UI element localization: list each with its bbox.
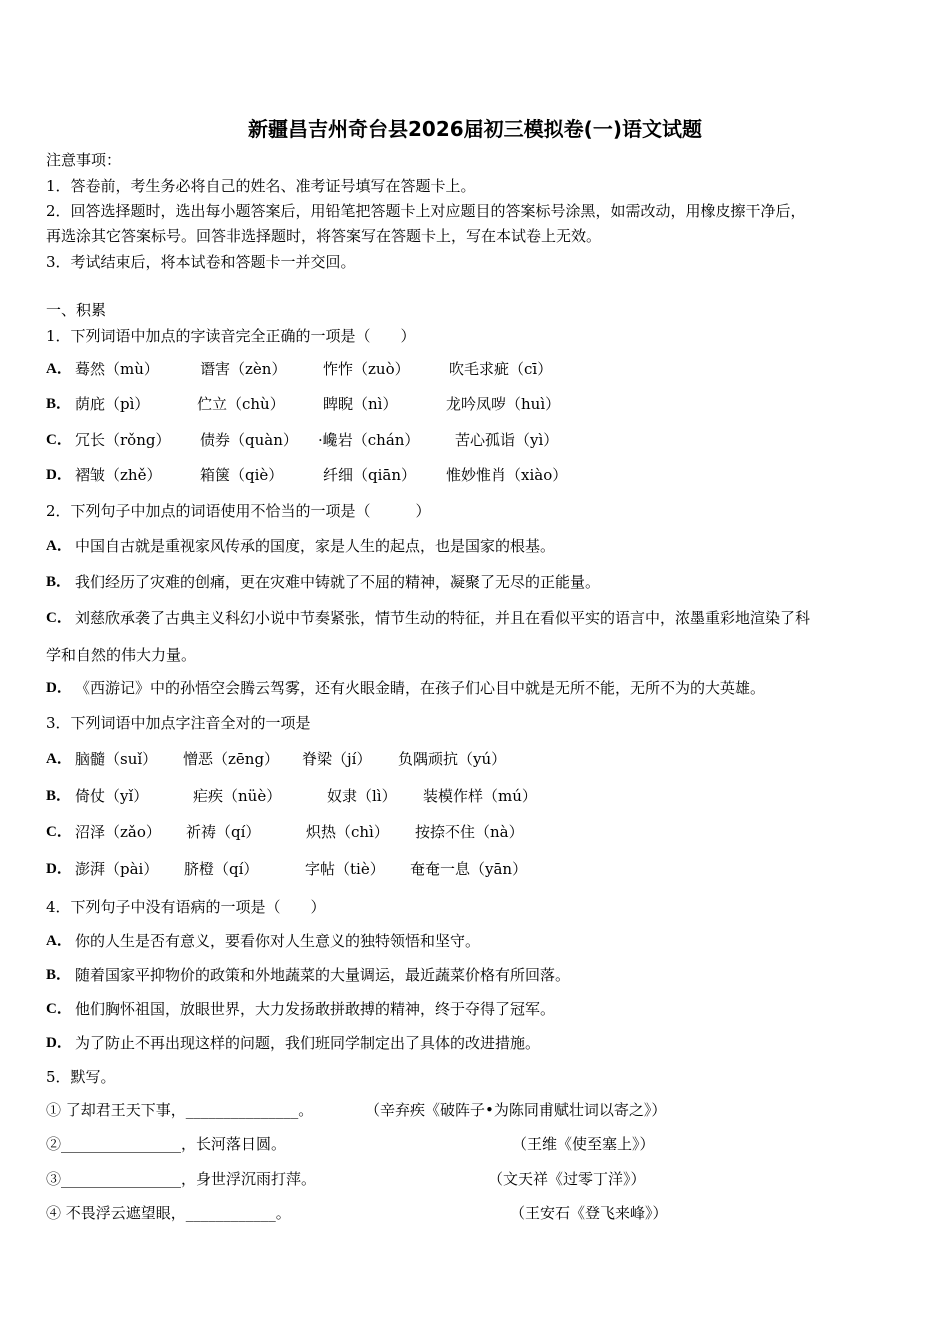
section-heading: 一、积累: [46, 301, 107, 319]
q1-option-label: D．: [46, 467, 72, 483]
q1-option-item: 债券（quàn）: [200, 431, 298, 449]
q3-option-item: 炽热（chì）: [306, 823, 389, 841]
q3-option-item: 疟疾（nüè）: [193, 787, 282, 805]
q3-option-label: A．: [46, 751, 72, 767]
q1-option-item: 惟妙惟肖（xiào）: [446, 466, 568, 484]
q1-option-label: A．: [46, 361, 72, 377]
q3-option-item: 字帖（tiè）: [305, 860, 385, 878]
q3-option-item: 奴隶（lì）: [327, 787, 397, 805]
notice-line: 1．答卷前，考生务必将自己的姓名、准考证号填写在答题卡上。: [46, 177, 476, 195]
q1-option-item: 睥睨（nì）: [323, 395, 398, 413]
q2-stem: 2．下列句子中加点的词语使用不恰当的一项是（ ）: [46, 502, 431, 520]
q1-option-item: 冗长（rǒng）: [75, 431, 171, 449]
q3-option-item: 澎湃（pài）: [75, 860, 159, 878]
q1-option-item: ·巉岩（chán）: [318, 431, 420, 449]
page-title: 新疆昌吉州奇台县2026届初三模拟卷(一)语文试题: [248, 117, 702, 141]
q3-option-item: 负隅顽抗（yú）: [398, 750, 507, 768]
q2-option-text: 《西游记》中的孙悟空会腾云驾雾，还有火眼金睛，在孩子们心目中就是无所不能，无所不为的大英雄。: [75, 679, 766, 697]
notice-heading: 注意事项：: [46, 151, 122, 169]
q5-fill-blank-item: ②________________，长河落日圆。: [46, 1135, 287, 1153]
q1-option-item: 苦心孤诣（yì）: [455, 431, 559, 449]
notice-line: 2．回答选择题时，选出每小题答案后，用铅笔把答题卡上对应题目的答案标号涂黑，如需改动，用橡皮擦干净后，: [46, 202, 806, 220]
notice-line: 3．考试结束后，将本试卷和答题卡一并交回。: [46, 253, 356, 271]
q3-option-label: C．: [46, 824, 72, 840]
q3-option-item: 脊梁（jí）: [302, 750, 372, 768]
q1-option-item: 伫立（chù）: [197, 395, 285, 413]
q4-option-text: 随着国家平抑物价的政策和外地蔬菜的大量调运，最近蔬菜价格有所回落。: [75, 966, 571, 984]
q5-stem: 5．默写。: [46, 1068, 116, 1086]
notice-line: 再选涂其它答案标号。回答非选择题时，将答案写在答题卡上，写在本试卷上无效。: [46, 227, 602, 245]
q3-stem: 3．下列词语中加点字注音全对的一项是: [46, 714, 311, 732]
q2-option-text-cont: 学和自然的伟大力量。: [46, 646, 197, 664]
q3-option-label: D．: [46, 861, 72, 877]
q2-option-label: A．: [46, 538, 72, 554]
q2-option-text: 我们经历了灾难的创痛，更在灾难中铸就了不屈的精神，凝聚了无尽的正能量。: [75, 573, 601, 591]
q2-option-label: B．: [46, 574, 72, 590]
q3-option-item: 脐橙（qí）: [184, 860, 259, 878]
q5-fill-blank-item: ③________________，身世浮沉雨打萍。: [46, 1170, 317, 1188]
q1-option-item: 谮害（zèn）: [200, 360, 287, 378]
q1-option-item: 怍怍（zuò）: [323, 360, 410, 378]
q3-option-item: 按捺不住（nà）: [415, 823, 524, 841]
q1-option-item: 纤细（qiān）: [323, 466, 417, 484]
q1-option-label: B．: [46, 396, 72, 412]
q3-option-label: B．: [46, 788, 72, 804]
q1-option-item: 蓦然（mù）: [75, 360, 159, 378]
q3-option-item: 祈祷（qí）: [186, 823, 261, 841]
q4-option-label: C．: [46, 1001, 72, 1017]
q2-option-label: D．: [46, 680, 72, 696]
q2-option-text: 中国自古就是重视家风传承的国度，家是人生的起点，也是国家的根基。: [75, 537, 556, 555]
q4-stem: 4．下列句子中没有语病的一项是（ ）: [46, 898, 326, 916]
q4-option-text: 你的人生是否有意义，要看你对人生意义的独特领悟和坚守。: [75, 932, 481, 950]
q5-source: （文天祥《过零丁洋》）: [488, 1170, 646, 1188]
q2-option-label: C．: [46, 610, 72, 626]
q1-option-item: 褶皱（zhě）: [75, 466, 162, 484]
q4-option-label: B．: [46, 967, 72, 983]
q5-source: （王维《使至塞上》）: [512, 1135, 655, 1153]
q2-option-text: 刘慈欣承袭了古典主义科幻小说中节奏紧张，情节生动的特征，并且在看似平实的语言中，浓墨重彩地渲染了科: [75, 609, 811, 627]
q4-option-text: 为了防止不再出现这样的问题，我们班同学制定出了具体的改进措施。: [75, 1034, 541, 1052]
q5-fill-blank-item: ① 了却君王天下事，_______________。: [46, 1101, 314, 1119]
q4-option-label: D．: [46, 1035, 72, 1051]
q4-option-label: A．: [46, 933, 72, 949]
q4-option-text: 他们胸怀祖国，放眼世界，大力发扬敢拼敢搏的精神，终于夺得了冠军。: [75, 1000, 556, 1018]
q3-option-item: 奄奄一息（yān）: [410, 860, 528, 878]
q5-source: （王安石《登飞来峰》）: [510, 1204, 668, 1222]
q3-option-item: 沼泽（zǎo）: [75, 823, 161, 841]
q1-stem: 1．下列词语中加点的字读音完全正确的一项是（ ）: [46, 327, 416, 345]
q1-option-item: 箱箧（qiè）: [200, 466, 284, 484]
q3-option-item: 脑髓（suǐ）: [75, 750, 158, 768]
q3-option-item: 憎恶（zēng）: [183, 750, 280, 768]
q1-option-item: 荫庇（pì）: [75, 395, 150, 413]
q5-source: （辛弃疾《破阵子•为陈同甫赋壮词以寄之》）: [365, 1101, 667, 1119]
q1-option-label: C．: [46, 432, 72, 448]
q3-option-item: 倚仗（yǐ）: [75, 787, 149, 805]
q1-option-item: 吹毛求疵（cī）: [449, 360, 553, 378]
q1-option-item: 龙吟凤哕（huì）: [446, 395, 561, 413]
q5-fill-blank-item: ④ 不畏浮云遮望眼，____________。: [46, 1204, 291, 1222]
q3-option-item: 装模作样（mú）: [423, 787, 537, 805]
